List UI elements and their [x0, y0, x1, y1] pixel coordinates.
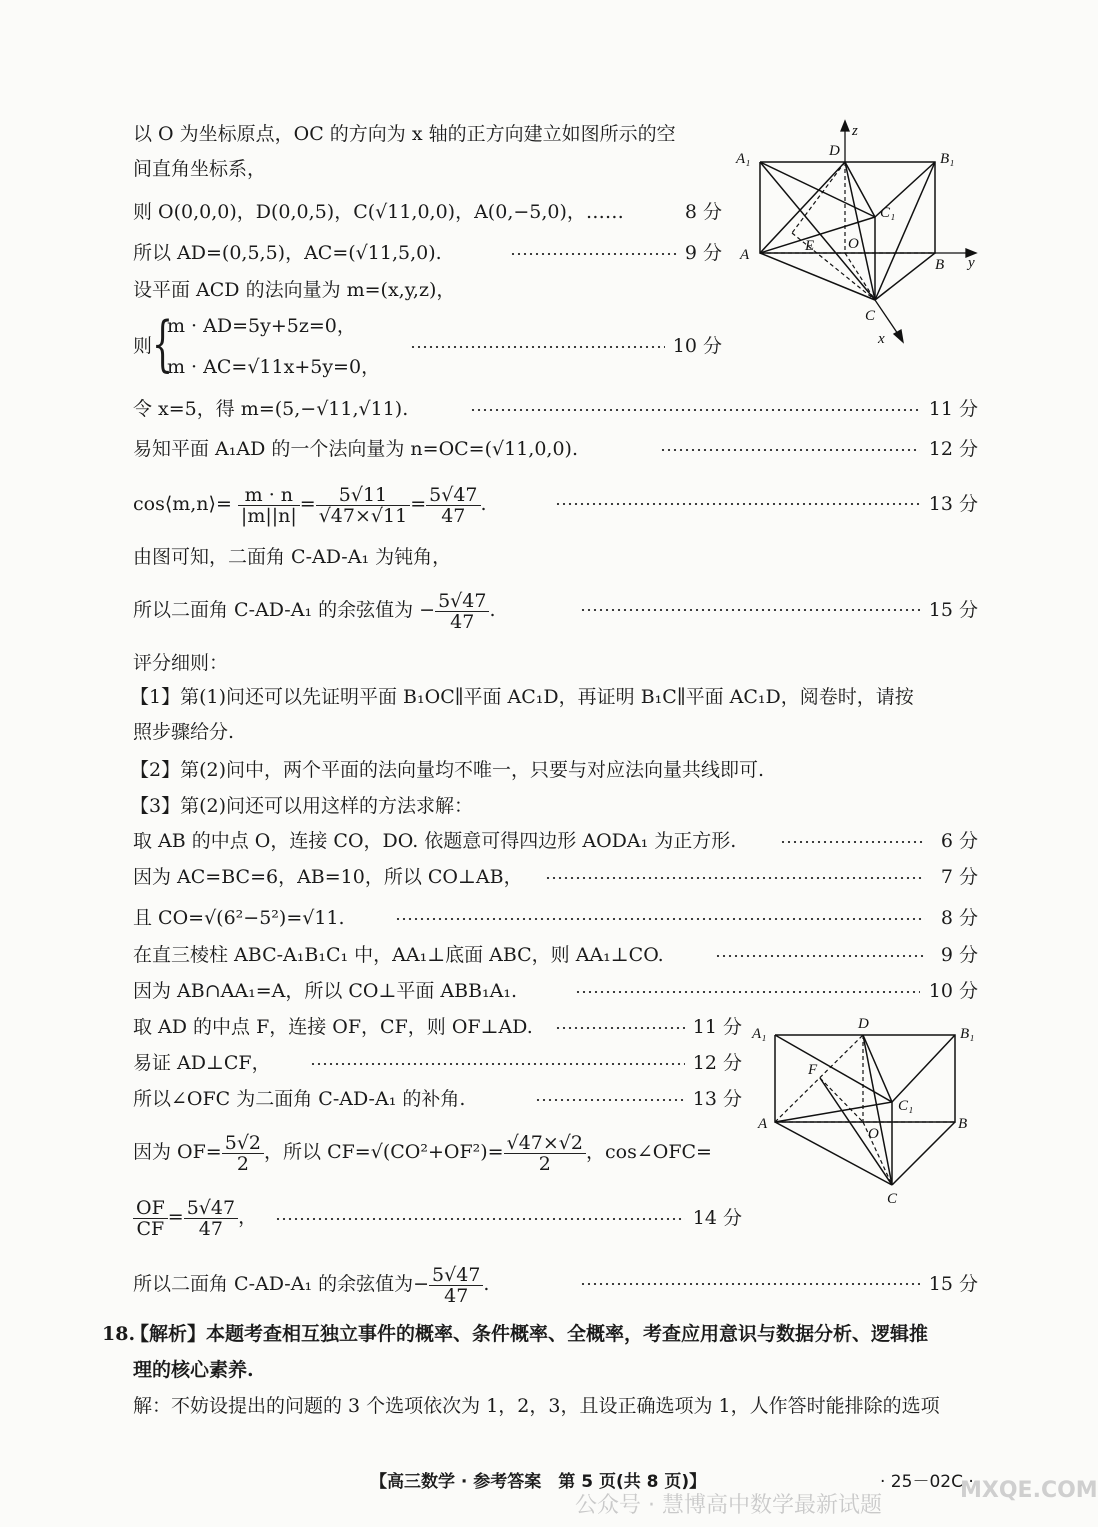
fig2-hidden-edges	[775, 1035, 955, 1185]
fig2-label: A	[758, 1116, 768, 1132]
doc-code: · 25－02C ·	[880, 1472, 974, 1492]
fig1-label: O	[848, 236, 859, 252]
score: 7 分	[940, 866, 978, 888]
fig1-label: C₁	[880, 205, 896, 221]
text-line: 所以∠OFC 为二面角 C-AD-A₁ 的补角.	[133, 1088, 466, 1110]
fig1-edges	[760, 162, 935, 300]
frac-den: |m||n|	[240, 504, 297, 527]
leader-dots	[545, 877, 925, 879]
text-line	[133, 1130, 712, 1174]
fig2-label: B₁	[960, 1026, 975, 1042]
frac-num: 5√47	[426, 485, 480, 506]
fig1-label: C	[865, 308, 876, 324]
frac-den: 47	[444, 1284, 469, 1307]
watermark: 公众号 · 慧博高中数学最新试题	[575, 1493, 882, 1518]
score: 12 分	[692, 1052, 742, 1074]
text-line: 间直角坐标系，	[133, 158, 267, 180]
frac-den: √47×√11	[318, 504, 408, 527]
text-line: 且 CO=√(6²−5²)=√11.	[133, 907, 345, 929]
fig1-label: A₁	[736, 151, 751, 167]
leader-dots	[470, 409, 920, 411]
text-line: 令 x=5，得 m=(5,−√11,√11).	[133, 398, 409, 420]
fig2-label: D	[858, 1016, 869, 1032]
text-line: 【2】第(2)问中，两个平面的法向量均不唯一，只要与对应法向量共线即可.	[130, 759, 765, 781]
fig1-label: E	[805, 238, 815, 254]
text-line: 因为 AC=BC=6，AB=10，所以 CO⊥AB，	[133, 866, 523, 888]
text-span: ，cos∠OFC=	[586, 1141, 712, 1163]
fig1-label: x	[878, 331, 885, 347]
text-span: =	[167, 1206, 184, 1228]
figure-1	[730, 115, 990, 350]
leader-dots	[395, 918, 925, 920]
leader-dots	[510, 253, 680, 255]
text-line: 则 O(0,0,0)，D(0,0,5)，C(√11,0,0)，A(0,−5,0)，……	[133, 201, 624, 223]
formula-cos: cos⟨m,n⟩= $\frac{m \cdot n}{|m||n|}$ = $\frac{5√11}{√47\times√11}$ = $\frac{5√47}{47}$ .	[133, 483, 487, 527]
score: 10 分	[928, 980, 978, 1002]
fig2-label: C	[887, 1191, 898, 1207]
text-span: 所以二面角 C-AD-A₁ 的余弦值为−	[133, 1273, 430, 1295]
leader-dots	[535, 1099, 685, 1101]
leader-dots	[580, 609, 920, 611]
equation: m · AD=5y+5z=0，	[167, 315, 356, 337]
text-line: 由图可知，二面角 C-AD-A₁ 为钝角，	[133, 546, 452, 568]
text-line: 评分细则：	[133, 652, 229, 674]
frac-num: OF	[133, 1198, 168, 1219]
text-line: 设平面 ACD 的法向量为 m=(x,y,z)，	[133, 279, 456, 301]
text-line: 【3】第(2)问还可以用这样的方法求解：	[130, 795, 474, 817]
leader-dots	[310, 1063, 685, 1065]
frac-num: m · n	[238, 485, 300, 506]
text-span: 所以二面角 C-AD-A₁ 的余弦值为 −	[133, 599, 436, 621]
fig1-label: B₁	[940, 151, 955, 167]
fig1-label: y	[968, 255, 975, 271]
score: 9 分	[684, 242, 722, 264]
text-line: 所以二面角 C-AD-A₁ 的余弦值为 − $\frac{5√47}{47}$ .	[133, 589, 496, 633]
fig1-hidden-edges	[760, 162, 935, 300]
fig2-label: C₁	[898, 1098, 914, 1114]
leader-dots	[555, 503, 920, 505]
text-line: 易知平面 A₁AD 的一个法向量为 n=OC=(√11,0,0).	[133, 438, 579, 460]
fig1-label: z	[852, 123, 858, 139]
frac-num: 5√47	[184, 1198, 238, 1219]
text-line: 以 O 为坐标原点，OC 的方向为 x 轴的正方向建立如图所示的空	[133, 123, 676, 145]
text-line: 取 AB 的中点 O，连接 CO，DO. 依题意可得四边形 AODA₁ 为正方形.	[133, 830, 737, 852]
leader-dots	[580, 1283, 920, 1285]
score: 11 分	[928, 398, 978, 420]
equation: m · AC=√11x+5y=0，	[167, 356, 381, 378]
leader-dots	[715, 955, 925, 957]
score: 8 分	[940, 907, 978, 929]
text-line: 则	[133, 335, 153, 357]
fig1-label: A	[740, 247, 750, 263]
leader-dots	[780, 841, 925, 843]
leader-dots	[575, 991, 920, 993]
text-line: 因为 AB∩AA₁=A，所以 CO⊥平面 ABB₁A₁.	[133, 980, 518, 1002]
question-number: 18.	[102, 1323, 136, 1345]
cos-label: cos⟨m,n⟩=	[133, 493, 232, 515]
text-line: 【解析】本题考查相互独立事件的概率、条件概率、全概率，考查应用意识与数据分析、逻辑推	[130, 1323, 929, 1345]
fig2-label: O	[868, 1126, 879, 1142]
score: 10 分	[672, 335, 722, 357]
text-line: 所以二面角 C-AD-A₁ 的余弦值为− $\frac{5√47}{47}$ .	[133, 1263, 490, 1307]
text-span: ，	[238, 1206, 258, 1228]
leader-dots	[275, 1218, 685, 1220]
text-span: 因为 OF=	[133, 1141, 222, 1163]
frac-num: 5√47	[435, 591, 489, 612]
score: 11 分	[692, 1016, 742, 1038]
score: 14 分	[692, 1207, 742, 1229]
text-line: 解：不妨设提出的问题的 3 个选项依次为 1，2，3，且设正确选项为 1，人作答时能排除的选项	[133, 1395, 940, 1417]
text-line: 理的核心素养.	[133, 1359, 254, 1381]
text-line: 取 AD 的中点 F，连接 OF，CF，则 OF⊥AD.	[133, 1016, 533, 1038]
page-footer: 【高三数学 · 参考答案 第 5 页(共 8 页)】	[370, 1472, 707, 1492]
frac-num: 5√47	[429, 1265, 483, 1286]
text-line: 照步骤给分.	[133, 721, 235, 743]
watermark-logo: MXQE.COM	[960, 1478, 1098, 1503]
fig1-label: D	[829, 143, 840, 159]
frac-den: 47	[450, 610, 475, 633]
score: 12 分	[928, 438, 978, 460]
fig2-label: B	[958, 1116, 968, 1132]
leader-dots	[410, 346, 665, 348]
text-line: 在直三棱柱 ABC-A₁B₁C₁ 中，AA₁⊥底面 ABC，则 AA₁⊥CO.	[133, 944, 664, 966]
fig1-label: B	[935, 257, 945, 273]
frac-den: 2	[236, 1152, 249, 1175]
figure-2	[750, 1010, 990, 1215]
text-line: 【1】第(1)问还可以先证明平面 B₁OC∥平面 AC₁D，再证明 B₁C∥平面 AC₁D，阅卷时，请按	[130, 686, 914, 708]
score: 13 分	[928, 493, 978, 515]
fig2-edges	[775, 1035, 955, 1185]
score: 13 分	[692, 1088, 742, 1110]
score: 15 分	[928, 599, 978, 621]
frac-num: √47×√2	[504, 1133, 586, 1154]
frac-den: 47	[441, 504, 466, 527]
text-span: ，所以 CF=√(CO²+OF²)=	[264, 1141, 504, 1163]
text-line	[133, 1195, 257, 1239]
frac-den: 2	[538, 1152, 551, 1175]
fig1-axes	[841, 121, 976, 342]
frac-den: 47	[198, 1217, 223, 1240]
score: 8 分	[684, 201, 722, 223]
fig2-label: A₁	[752, 1026, 767, 1042]
frac-den: CF	[136, 1217, 165, 1240]
frac-num: 5√11	[316, 485, 411, 506]
score: 6 分	[940, 830, 978, 852]
score: 9 分	[940, 944, 978, 966]
fig2-label: F	[808, 1062, 818, 1078]
leader-dots	[660, 449, 920, 451]
text-line: 易证 AD⊥CF，	[133, 1052, 271, 1074]
score: 15 分	[928, 1273, 978, 1295]
leader-dots	[555, 1027, 685, 1029]
text-line: 所以 AD=(0,5,5)，AC=(√11,5,0).	[133, 242, 442, 264]
system-brace: {	[152, 309, 174, 379]
frac-num: 5√2	[222, 1133, 264, 1154]
